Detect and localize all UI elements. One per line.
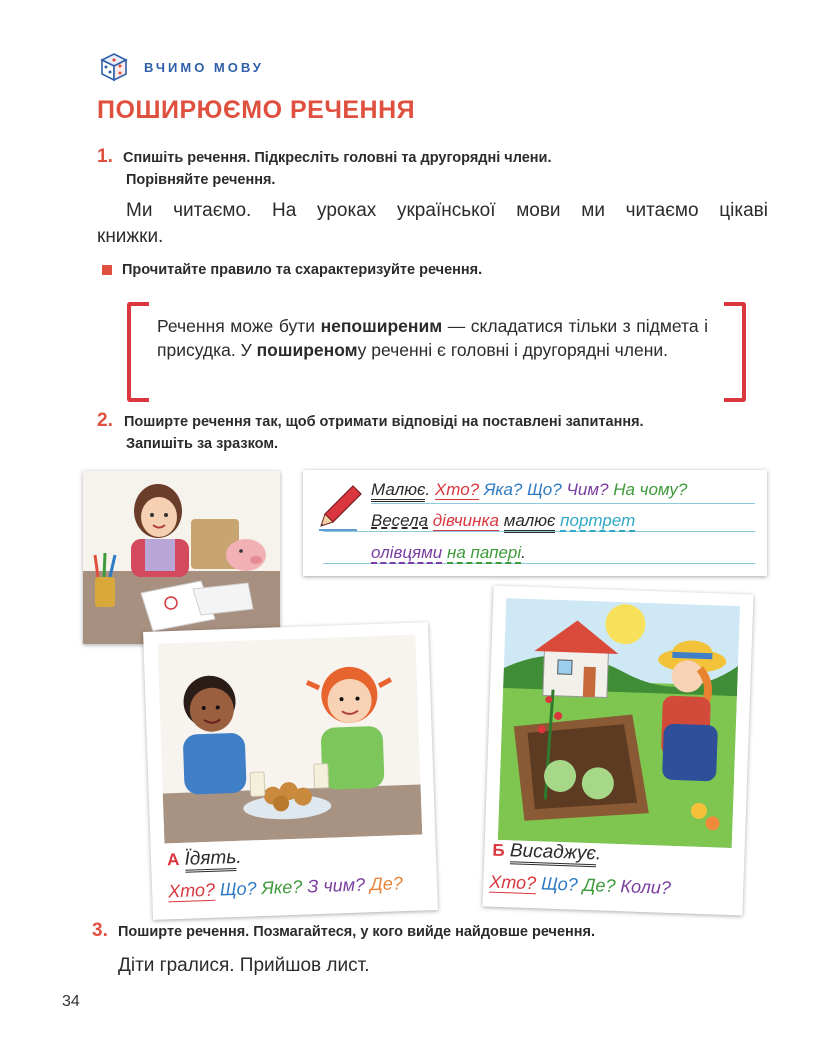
rule-part: — складатися тільки з підмета і присудка. У: [157, 316, 708, 360]
rule-part: у реченні є головні і другорядні члени.: [357, 340, 669, 360]
task-instruction: Запишіть за зразком.: [126, 436, 279, 452]
task-3-sentence: Діти гралися. Прийшов лист.: [118, 955, 370, 976]
sentence-line: Ми читаємо. На уроках української мови ми читаємо цікаві: [126, 200, 768, 221]
task-number: 2.: [97, 410, 113, 431]
sentence-line: книжки.: [97, 226, 164, 247]
card-letter: А: [166, 849, 180, 870]
sample-word: малює: [504, 511, 556, 533]
question-which: Яке?: [261, 876, 303, 899]
punctuation: .: [235, 846, 242, 868]
page-title: ПОШИРЮЄМО РЕЧЕННЯ: [97, 96, 416, 124]
question-where: Де?: [369, 873, 404, 895]
punctuation: .: [425, 480, 431, 499]
girl-drawing-illustration: [83, 471, 280, 644]
children-eating-illustration: [157, 635, 422, 844]
punctuation: .: [595, 843, 602, 865]
bullet-square-icon: [102, 265, 112, 275]
page-number: 34: [62, 993, 80, 1010]
card-a-questions: [168, 873, 403, 902]
sample-word: дівчинка: [432, 511, 499, 530]
rule-term: поширеном: [256, 340, 358, 360]
question-what: Що?: [540, 873, 579, 895]
pencil-icon: [317, 482, 365, 534]
card-a: [143, 622, 438, 920]
question-when: Коли?: [620, 876, 672, 898]
picture-girl-drawing: [83, 471, 280, 644]
sample-questions-line: [371, 480, 687, 500]
sample-word: олівцями: [371, 543, 443, 562]
question-on-what: На чому?: [613, 480, 688, 499]
rule-bracket-left: [127, 302, 149, 402]
task-instruction: Спишіть речення. Підкресліть головні та другорядні члени.: [123, 150, 552, 166]
card-verb: Їдять: [184, 847, 237, 873]
question-what: Що?: [219, 878, 257, 900]
card-b-questions: [489, 872, 671, 899]
task-instruction: Порівняйте речення.: [126, 172, 276, 188]
rule-text: [157, 314, 708, 362]
sample-answer-line: [371, 511, 635, 531]
sample-word: Малює: [371, 480, 425, 502]
rule-term: непоширеним: [320, 316, 443, 336]
question-what: Що?: [527, 480, 562, 499]
task-instruction: Поширте речення. Позмагайтеся, у кого вийде найдовше речення.: [118, 924, 596, 940]
question-who: Хто?: [434, 480, 480, 499]
rule-bracket-right: [724, 302, 746, 402]
girl-planting-illustration: [498, 598, 740, 848]
sample-answer-line: [371, 543, 526, 563]
cube-icon: [100, 52, 128, 82]
task-number: 1.: [97, 146, 113, 167]
sample-word: Весела: [371, 511, 429, 530]
rule-part: Речення може бути: [157, 316, 321, 336]
example-sentence: [97, 198, 768, 250]
question-which: Яка?: [483, 480, 523, 499]
task-number: 3.: [92, 920, 108, 941]
bullet-instruction: Прочитайте правило та схарактеризуйте речення.: [122, 262, 483, 278]
sample-word: портрет: [560, 511, 636, 530]
card-b-verb-line: [492, 840, 601, 866]
sample-word: на папері: [446, 543, 522, 562]
question-who: Хто?: [488, 871, 537, 894]
card-letter: Б: [492, 840, 505, 861]
question-with-what: Чим?: [566, 480, 609, 499]
card-verb: Висаджує: [509, 840, 596, 867]
task-instruction: Поширте речення так, щоб отримати відповіді на поставлені запитання.: [124, 414, 644, 430]
card-a-verb-line: [167, 847, 242, 872]
sample-card: [303, 470, 767, 576]
card-b: [482, 586, 753, 916]
question-with-what: З чим?: [307, 874, 366, 897]
punctuation: .: [521, 543, 526, 562]
question-who: Хто?: [167, 879, 216, 902]
section-label: ВЧИМО МОВУ: [144, 60, 264, 75]
question-where: Де?: [582, 874, 616, 896]
